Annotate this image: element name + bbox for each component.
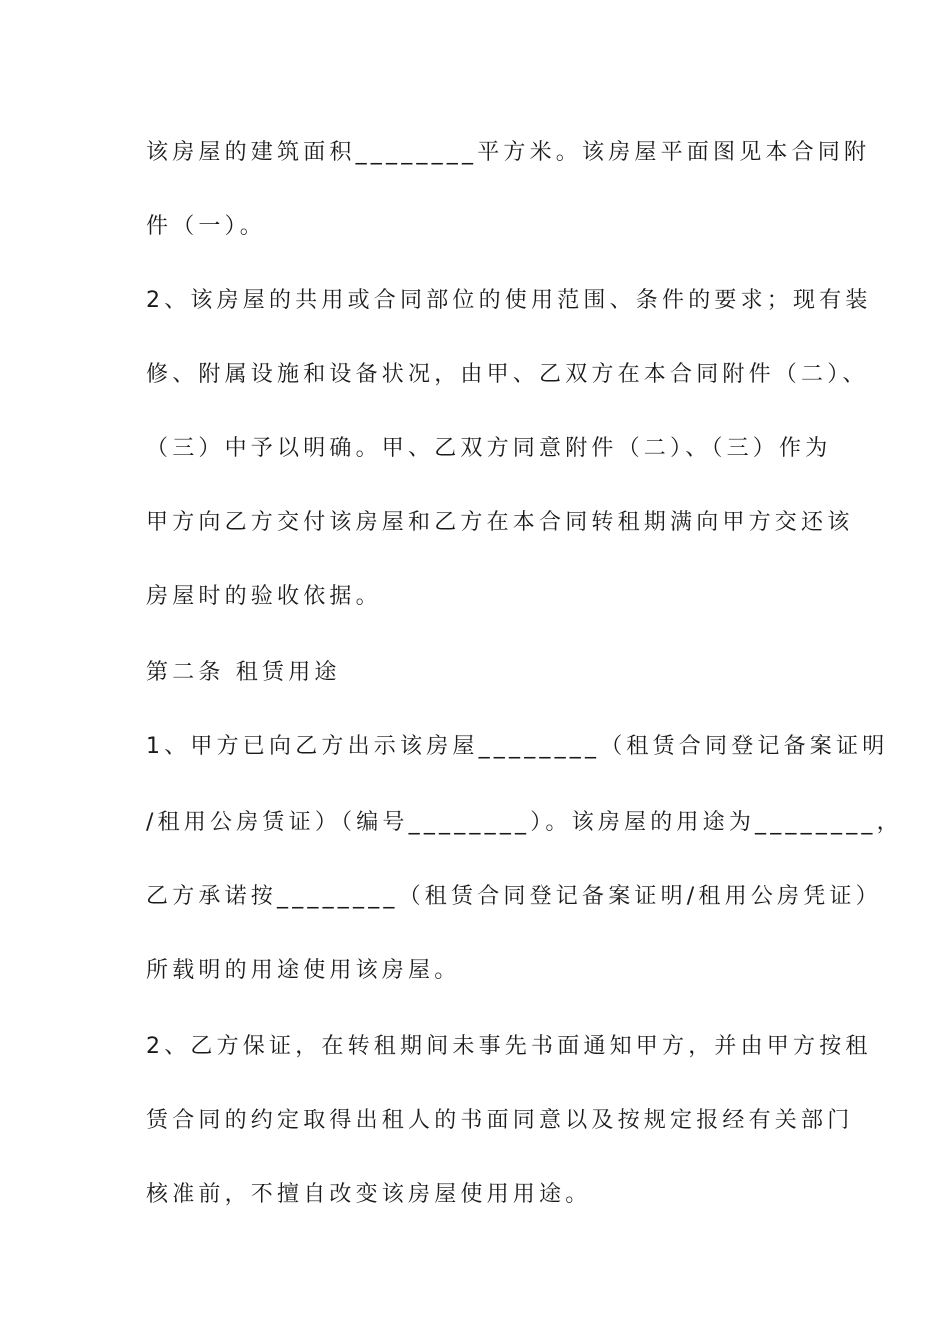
- text-line: 赁合同的约定取得出租人的书面同意以及按规定报经有关部门: [146, 1108, 854, 1133]
- text-line: 该房屋的建筑面积________平方米。该房屋平面图见本合同附: [146, 140, 871, 165]
- text-line: /租用公房赁证）（编号________）。该房屋的用途为________，: [146, 810, 903, 835]
- text-line: 核准前，不擅自改变该房屋使用用途。: [146, 1182, 592, 1207]
- text-line: 所载明的用途使用该房屋。: [146, 958, 461, 983]
- text-line: 房屋时的验收依据。: [146, 584, 382, 609]
- text-line: （三）中予以明确。甲、乙双方同意附件（二）、（三）作为: [146, 436, 832, 461]
- text-line: 1、甲方已向乙方出示该房屋________（租赁合同登记备案证明: [146, 734, 889, 759]
- text-line: 2、乙方保证，在转租期间未事先书面通知甲方，并由甲方按租: [146, 1034, 872, 1059]
- text-line: 2、该房屋的共用或合同部位的使用范围、条件的要求；现有装: [146, 288, 872, 313]
- text-line: 乙方承诺按________（租赁合同登记备案证明/租用公房凭证）: [146, 884, 882, 909]
- section-heading: 第二条 租赁用途: [146, 660, 341, 685]
- text-line: 件（一）。: [146, 214, 267, 239]
- text-line: 甲方向乙方交付该房屋和乙方在本合同转租期满向甲方交还该: [146, 510, 854, 535]
- text-line: 修、附属设施和设备状况，由甲、乙双方在本合同附件（二）、: [146, 362, 869, 387]
